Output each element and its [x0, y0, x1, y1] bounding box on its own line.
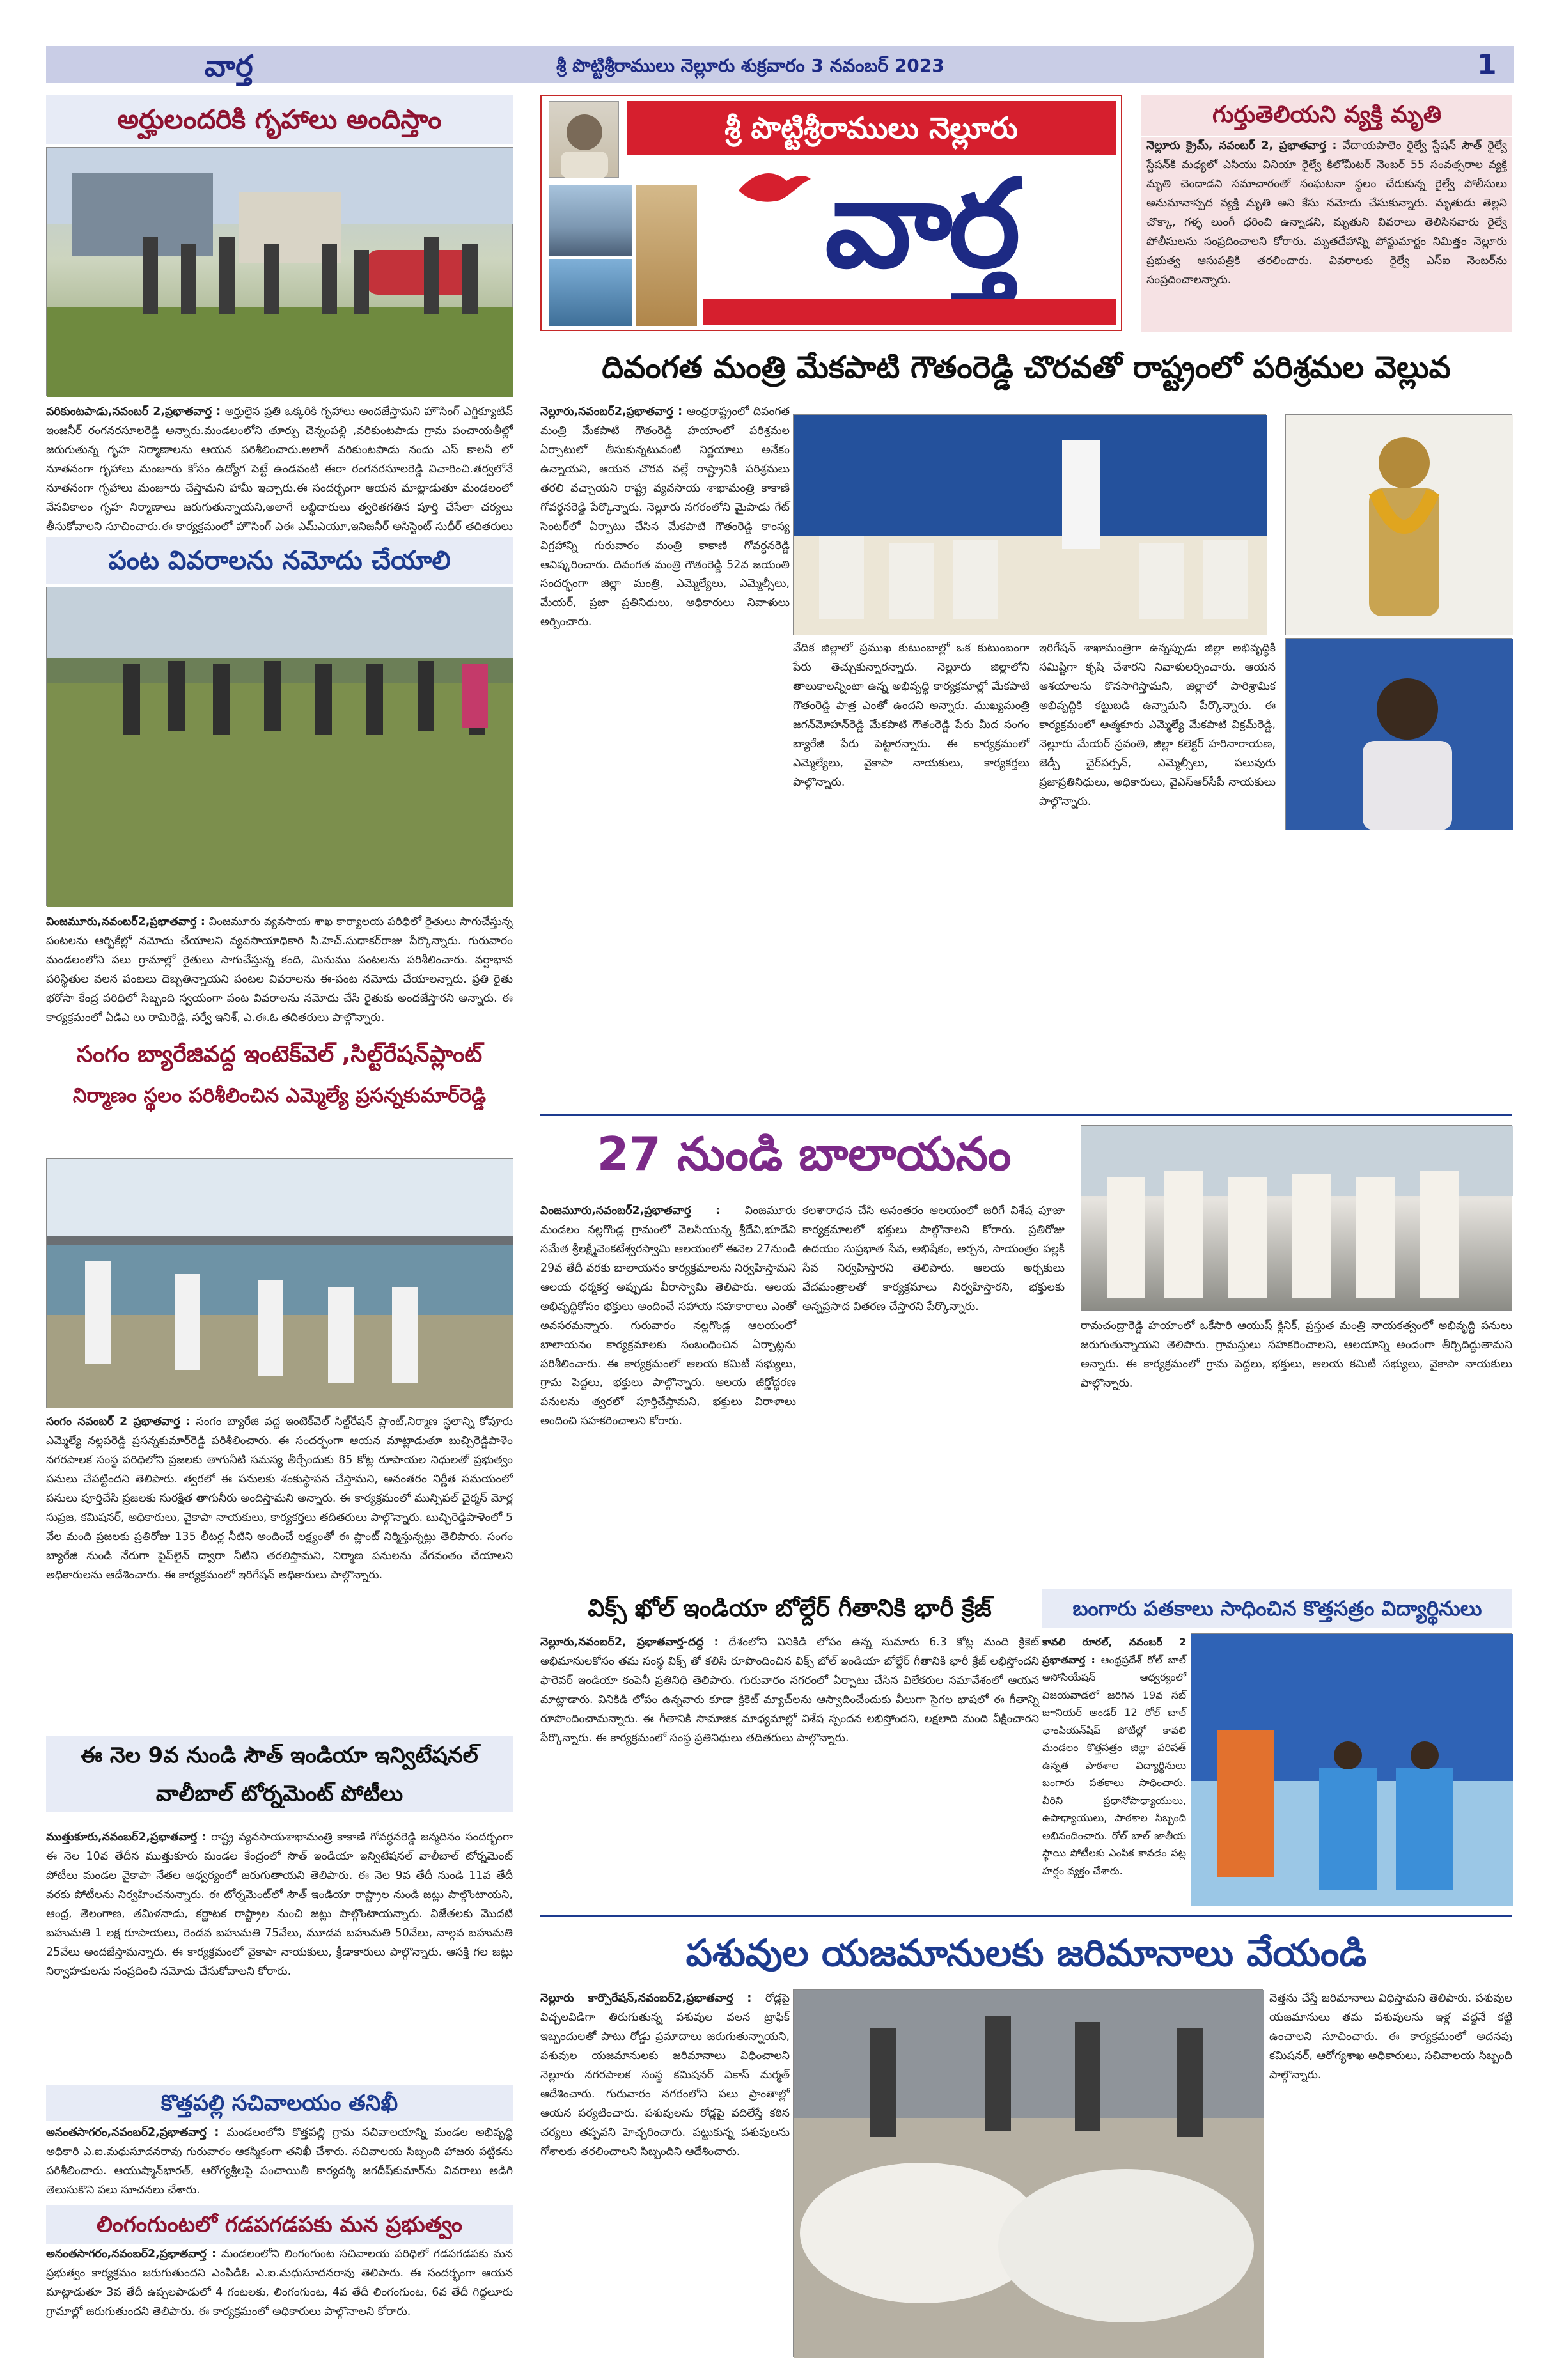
mekapati-dateline: నెల్లూరు,నవంబర్2,ప్రభాతవార్త :	[540, 405, 683, 418]
mekapati-headline: దివంగత మంత్రి మేకపాటి గౌతంరెడ్డి చొరవతో రాష్ట్రంలో పరిశ్రమల వెల్లువ	[602, 350, 1451, 385]
gold-photo	[1191, 1633, 1512, 1905]
cattle-body-2	[1269, 1989, 1512, 2357]
balayanam-body-2	[802, 1202, 1065, 1582]
sangam-headline-2: నిర్మాణం స్థలం పరిశీలించిన ఎమ్మెల్యే ప్రసన్నకుమార్‌రెడ్డి	[72, 1084, 487, 1107]
sangam-photo	[46, 1158, 513, 1408]
lingamgunta-headline: లింగంగుంటలో గడపగడపకు మన ప్రభుత్వం	[46, 2205, 513, 2244]
mekapati-text-1: ఆంధ్రరాష్ట్రంలో దివంగత మంత్రి మేకపాటి గౌతంరెడ్డి హయాంలో పరిశ్రమల ఏర్పాటులో తీసుకున్నటువంటి నిర్ణయాలు అనేకం ఉన్నాయని, ఆయన చొరవ వల్లే రాష్ట్రానికి పరిశ్రమలు తరలి వచ్చాయని రాష్ట్ర వ్యవసాయ శాఖామంత్రి కాకాణి గోవర్ధనరెడ్డి పేర్కొన్నారు. నెల్లూరు నగరంలోని మైపాడు గేట్ సెంటర్‌లో ఏర్పాటు చేసిన మేకపాటి గౌతంరెడ్డి కాంస్య విగ్రహాన్ని గురువారం మంత్రి కాకాణి గోవర్ధనరెడ్డి ఆవిష్కరించారు. దివంగత మంత్రి గౌతంరెడ్డి 52వ జయంతి సందర్భంగా జిల్లా మంత్రి, ఎమ్మెల్యేలు, ఎమ్మెల్సీలు, మేయర్, ప్రజా ప్రతినిధులు, అధికారులు నివాళులు అర్పించారు.	[540, 405, 790, 629]
balayanam-headline: 27 నుండి బాలాయనం	[597, 1127, 1012, 1181]
cricket-dateline: నెల్లూరు,నవంబర్2, ప్రభాతవార్త-దద్ద :	[540, 1636, 719, 1649]
crops-body	[46, 913, 513, 1028]
secretariat-body	[46, 2124, 513, 2200]
temple-image	[636, 185, 697, 326]
lingamgunta-body	[46, 2245, 513, 2357]
cattle-headline: పశువుల యజమానులకు జరిమానాలు వేయండి	[685, 1931, 1367, 1975]
volleyball-text: రాష్ట్ర వ్యవసాయశాఖామంత్రి కాకాణి గోవర్ధనరెడ్డి జన్మదినం సందర్భంగా ఈ నెల 10వ తేదీన ముత్తుకూరు మండల కేంద్రంలో సౌత్ ఇండియా ఇన్విటేషనల్ వాలీబాల్ టోర్నమెంట్ పోటీలు మండల వైకాపా నేతల ఆధ్వర్యంలో జరుగుతాయని తెలిపారు. ఈ నెల 9వ తేదీ నుండి 11వ తేదీ వరకు పోటీలను నిర్వహించనున్నారు. ఈ టోర్నమెంట్‌లో సౌత్ ఇండియా రాష్ట్రాల నుండి జట్లు పాల్గొంటాయని, ఆంధ్ర, తెలంగాణ, తమిళనాడు, కర్ణాటక రాష్ట్రాల నుంచి జట్లు పాల్గొంటాయన్నారు. విజేతలకు మొదటి బహుమతి 1 లక్ష రూపాయలు, రెండవ బహుమతి 75వేలు, మూడవ బహుమతి 50వేలు, నాల్గవ బహుమతి 25వేలు అందజేస్తామన్నారు. ఈ కార్యక్రమంలో వైకాపా నాయకులు, క్రీడాకారులు పాల్గొన్నారు. ఆసక్తి గల జట్లు నిర్వాహకులను సంప్రదించి నమోదు చేసుకోవాలని కోరారు.	[46, 1831, 513, 1978]
gold-body	[1042, 1633, 1186, 1905]
crops-photo	[46, 587, 513, 906]
balayanam-photo-scene	[1081, 1126, 1513, 1311]
cattle-photo-scene	[794, 1990, 1264, 2358]
cricket-body	[540, 1633, 1039, 1905]
sangam-text: సంగం బ్యారేజి వద్ద ఇంటెక్‌వెల్ సిల్ట్‌రేషన్ ప్లాంట్,నిర్మాణ స్థలాన్ని కోవూరు ఎమ్మెల్యే నల్లపరెడ్డి ప్రసన్నకుమార్‌రెడ్డి పరిశీలించారు. ఈ సందర్భంగా ఆయన మాట్లాడుతూ బుచ్చిరెడ్డిపాళెం నగరపాలక సంస్థ పరిధిలోని ప్రజలకు తాగునీటి సమస్య తీర్చేందుకు 85 కోట్ల రూపాయల నిధులతో ప్రభుత్వం పనులు చేపట్టిందని తెలిపారు. త్వరలో ఈ పనులకు శంకుస్థాపన చేస్తామని, అనంతరం నిర్ణీత సమయంలో పనులు పూర్తిచేసి ప్రజలకు సురక్షిత తాగునీరు అందిస్తామని అన్నారు. ఈ కార్యక్రమంలో మున్సిపల్ చైర్మన్ మోర్ల సుప్రజ, కమిషనర్, అధికారులు, వైకాపా నాయకులు, కార్యకర్తలు తదితరులు పాల్గొన్నారు. బుచ్చిరెడ్డిపాళెంలో 5 వేల మంది ప్రజలకు ప్రతిరోజు 135 లీటర్ల నీటిని అందించే లక్ష్యంతో ఈ ప్లాంట్ నిర్మిస్తున్నట్లు తెలిపారు. సంగం బ్యారేజి నుండి నేరుగా పైప్‌లైన్ ద్వారా నీటిని తరలిస్తామని, నిర్మాణ పనులను వేగవంతం చేయాలని అధికారులను ఆదేశించారు. ఈ కార్యక్రమంలో ఇరిగేషన్ అధికారులు పాల్గొన్నారు.	[46, 1415, 513, 1582]
gold-dateline: కావలి రూరల్, నవంబర్ 2 ప్రభాతవార్త :	[1042, 1636, 1186, 1666]
balayanam-text-3: రామచంద్రారెడ్డి హయాంలో ఒకేసారి ఆయుష్ క్లినిక్, ప్రస్తుత మంత్రి నాయకత్వంలో అభివృద్ధి పనులు జరుగుతున్నాయని తెలిపారు. గ్రామస్తులు సహకరించాలని, ఆలయాన్ని అందంగా తీర్చిదిద్దుతామని అన్నారు. ఈ కార్యక్రమంలో గ్రామ పెద్దలు, భక్తులు, ఆలయ కమిటీ సభ్యులు, వైకాపా నాయకులు పాల్గొన్నారు.	[1081, 1319, 1512, 1390]
sangam-body	[46, 1413, 513, 1726]
balayanam-text-2: కలశారాధన చేసి అనంతరం ఆలయంలో జరిగే విశేష పూజా కార్యక్రమాలలో భక్తులు పాల్గొనాలని కోరారు. ప్రతిరోజు ఉదయం సుప్రభాత సేవ, అభిషేకం, అర్చన, సాయంత్రం పల్లకీ సేవ నిర్వహిస్తారని తెలిపారు. ఆలయ అర్చకులు వేదమంత్రాలతో కార్యక్రమాలు నిర్వహిస్తారని, భక్తులకు అన్నప్రసాద వితరణ చేస్తారని పేర్కొన్నారు.	[802, 1204, 1065, 1313]
mekapati-body-2	[793, 639, 1029, 1100]
founder-portrait	[549, 101, 619, 178]
balayanam-photo	[1081, 1125, 1512, 1311]
masthead-red-bar	[703, 299, 1116, 325]
houses-body	[46, 403, 513, 531]
header-edition-line: శ్రీ పొట్టిశ్రీరాములు నెల్లూరు శుక్రవారం 3 నవంబర్ 2023	[556, 55, 944, 76]
mekapati-stage-scene	[794, 415, 1267, 635]
crops-dateline: వింజమూరు,నవంబర్2,ప్రభాతవార్త :	[46, 915, 205, 928]
bridge-image	[549, 185, 632, 256]
volleyball-body	[46, 1828, 513, 2081]
mekapati-speaker-photo	[1285, 638, 1512, 830]
lingamgunta-dateline: అనంతసాగరం,నవంబర్2,ప్రభాతవార్త :	[46, 2248, 217, 2260]
mekapati-speaker-scene	[1286, 639, 1513, 830]
secretariat-text: మండలంలోని కొత్తపల్లి గ్రామ సచివాలయాన్ని మండల అభివృద్ధి అధికారి ఎ.ఐ.మధుసూదనరావు గురువారం ఆకస్మికంగా తనిఖీ చేశారు. సచివాలయ సిబ్బంది హాజరు పట్టికను పరిశీలించారు. ఆయుష్మాన్‌భారత్, ఆరోగ్యశ్రీలపై పంచాయితీ కార్యదర్శి జగదీష్‌కుమార్‌ను వివరాలు అడిగి తెలుసుకొని పలు సూచనలు చేశారు.	[46, 2126, 513, 2197]
mekapati-body-4	[1285, 834, 1512, 1100]
sangam-dateline: సంగం నవంబర్ 2 ప్రభాతవార్త :	[46, 1415, 191, 1428]
cattle-text-1: రోడ్లపై విచ్చలవిడిగా తిరుగుతున్న పశువుల వలన ట్రాఫిక్ ఇబ్బందులతో పాటు రోడ్డు ప్రమాదాలు జరుగుతున్నాయని, పశువుల యజమానులకు జరిమానాలు విధించాలని నెల్లూరు నగరపాలక సంస్థ కమిషనర్ వికాస్ మర్మత్ ఆదేశించారు. గురువారం నగరంలోని పలు ప్రాంతాల్లో ఆయన పర్యటించారు. పశువులను రోడ్లపై వదిలేస్తే కఠిన చర్యలు తప్పవని హెచ్చరించారు. పట్టుకున్న పశువులను గోశాలకు తరలించాలని సిబ్బందిని ఆదేశించారు.	[540, 1992, 790, 2158]
volleyball-headline-2: వాలీబాల్ టోర్నమెంట్ పోటీలు	[46, 1775, 513, 1812]
cattle-dateline: నెల్లూరు కార్పొరేషన్,నవంబర్2,ప్రభాతవార్త :	[540, 1992, 752, 2005]
gold-headline: బంగారు పతకాలు సాధించిన కొత్తసత్రం విద్యార్థినులు	[1042, 1589, 1512, 1628]
masthead-ribbon: శ్రీ పొట్టిశ్రీరాములు నెల్లూరు	[627, 101, 1116, 155]
balayanam-body-1	[540, 1202, 796, 1582]
memory-dateline: నెల్లూరు క్రైమ్, నవంబర్ 2, ప్రభాతవార్త :	[1146, 139, 1337, 152]
port-image	[549, 259, 632, 326]
mekapati-text-2: వేదిక జిల్లాలో ప్రముఖ కుటుంబాల్లో ఒక కుటుంబంగా పేరు తెచ్చుకున్నారన్నారు. నెల్లూరు జిల్లాలోని తాలుకాలన్నింటా ఉన్న అభివృద్ధి కార్యక్రమాల్లో మేకపాటి గౌతంరెడ్డి పాత్ర ఎంతో ఉందని అన్నారు. ముఖ్యమంత్రి జగన్‌మోహన్‌రెడ్డి మేకపాటి గౌతంరెడ్డి పేరు మీద సంగం బ్యారేజి పేరు పెట్టారన్నారు. ఈ కార్యక్రమంలో ఎమ్మెల్యేలు, వైకాపా నాయకులు, కార్యకర్తలు పాల్గొన్నారు.	[793, 642, 1029, 789]
mekapati-statue-scene	[1286, 415, 1513, 635]
mekapati-statue-photo	[1285, 414, 1512, 635]
cricket-headline: విక్స్ ఖోల్ ఇండియా బోల్దేర్ గీతానికి భారీ క్రేజ్	[588, 1594, 992, 1622]
cricket-text: దేశంలోని వినికిడి లోపం ఉన్న సుమారు 6.3 కోట్ల మంది క్రికెట్ అభిమానులకోసం తమ సంస్థ విక్స్ తో కలిసి రూపొందించిన విక్స్ బోల్ ఇండియా బోల్దేర్ గీతానికి భారీ క్రేజ్ లభిస్తోందని ఫారెవర్ ఇండియా కంపెనీ ప్రతినిధి తెలిపారు. గురువారం నగరంలో ఏర్పాటు చేసిన విలేకరుల సమావేశంలో ఆయన మాట్లాడారు. వినికిడి లోపం ఉన్నవారు కూడా క్రికెట్ మ్యాచ్‌లను ఆస్వాదించేందుకు వీలుగా సైగల భాషలో ఈ గీతాన్ని రూపొందించామన్నారు. ఈ గీతానికి సామాజిక మాధ్యమాల్లో విశేష స్పందన లభిస్తోందని, లక్షలాది మంది వీక్షించారని పేర్కొన్నారు. ఈ కార్యక్రమంలో సంస్థ ప్రతినిధులు తదితరులు పాల్గొన్నారు.	[540, 1636, 1040, 1745]
houses-text: అర్హులైన ప్రతి ఒక్కరికి గృహాలు అందజేస్తామని హౌసింగ్ ఎగ్జిక్యూటివ్ ఇంజనీర్ రంగనరసూలరెడ్డి అన్నారు.మండలంలోని తూర్పు చెన్నంపల్లి ,వరికుంటపాడు గ్రామ పంచాయతీల్లో జరుగుతున్న గృహ నిర్మాణాలను ఆయన పరిశీలించారు.అలాగే వరికుంటపాడు నందు ఎస్ కాలనీ లో నూతనంగా గృహాలు మంజూరు కోసం ఉద్యోగ పెట్టే ఉండవంటి ఈరా రంగనరసూలరెడ్డి విచారించి.తర్వలోనే నూతనంగా గృహాలు మంజూరు చేస్తామని హామీ ఇచ్చారు.ఈ సందర్భంగా ఆయన మాట్లాడుతూ మండలంలో వేసవికాలం గృహ నిర్మాణాలు జరుగుతున్నాయని,అలాగే లబ్ధిదారులు త్వరితగతిన పూర్తి చేసేలా చర్యలు తీసుకోవాలని సూచించారు.ఈ కార్యక్రమంలో హౌసింగ్ ఎఈ ఎమ్ఎయూ,ఇనిజనీర్ అసిస్టెంట్ సుధీర్ తదితరులు	[46, 405, 513, 533]
gold-photo-scene	[1191, 1634, 1513, 1906]
cattle-photo	[793, 1989, 1263, 2357]
founder-portrait-figure	[549, 102, 620, 178]
section-divider-1	[540, 1114, 1512, 1116]
masthead-logo: వార్త	[825, 152, 1017, 295]
memory-headline: గుర్తుతెలియని వ్యక్తి మృతి	[1141, 95, 1512, 136]
dove-icon	[735, 165, 812, 210]
houses-headline: అర్హులందరికి గృహాలు అందిస్తాం	[46, 95, 513, 144]
crops-headline: పంట వివరాలను నమోదు చేయాలి	[46, 537, 513, 584]
volleyball-dateline: ముత్తుకూరు,నవంబర్2,ప్రభాతవార్త :	[46, 1831, 207, 1844]
section-divider-2	[540, 1915, 1512, 1917]
cattle-body-1	[540, 1989, 790, 2357]
mekapati-body-3	[1039, 639, 1276, 1100]
houses-photo-scene	[47, 148, 513, 397]
memory-body	[1141, 137, 1512, 332]
mekapati-text-3: ఇరిగేషన్ శాఖామంత్రిగా ఉన్నప్పుడు జిల్లా అభివృద్ధికి సమిష్టిగా కృషి చేశారని నివాళులర్పించారు. ఆయన ఆశయాలను కొనసాగిస్తామని, జిల్లాలో పారిశ్రామిక అభివృద్ధికి కట్టుబడి ఉన్నామని పేర్కొన్నారు. ఈ కార్యక్రమంలో ఆత్మకూరు ఎమ్మెల్యే మేకపాటి విక్రమ్‌రెడ్డి, నెల్లూరు మేయర్ స్రవంతి, జిల్లా కలెక్టర్ హరినారాయణ, జెడ్పీ చైర్‌పర్సన్, ఎమ్మెల్సీలు, పలువురు ప్రజాప్రతినిధులు, అధికారులు, వైఎస్ఆర్‌సీపీ నాయకులు పాల్గొన్నారు.	[1039, 642, 1276, 808]
houses-dateline: వరికుంటపాడు,నవంబర్ 2,ప్రభాతవార్త :	[46, 405, 221, 418]
balayanam-dateline: వింజమూరు,నవంబర్2,ప్రభాతవార్త :	[540, 1204, 721, 1217]
balayanam-text-1: వింజమూరు మండలం నల్లగొండ్ల గ్రామంలో వెలసియున్న శ్రీదేవి,భూదేవి సమేత శ్రీలక్ష్మీవెంకటేశ్వరస్వామి ఆలయంలో ఈనెల 27నుండి 29వ తేదీ వరకు బాలాయనం కార్యక్రమాలను నిర్వహిస్తామని ఆలయ ధర్మకర్త అప్పుడు వీరాస్వామి తెలిపారు. ఆలయ అభివృద్ధికోసం భక్తులు అందించే సహాయ సహకారాలు ఎంతో అవసరమన్నారు. గురువారం నల్లగొండ్ల ఆలయంలో బాలాయనం కార్యక్రమాలకు సంబంధించిన ఏర్పాట్లను పరిశీలించారు. ఈ కార్యక్రమంలో ఆలయ కమిటీ సభ్యులు, గ్రామ పెద్దలు, భక్తులు పాల్గొన్నారు. ఆలయ జీర్ణోద్ధరణ పనులను త్వరలో పూర్తిచేస్తామని, భక్తులు విరాళాలు అందించి సహకరించాలని కోరారు.	[540, 1204, 797, 1428]
secretariat-dateline: అనంతసాగరం,నవంబర్2,ప్రభాతవార్త :	[46, 2126, 219, 2139]
sangam-photo-scene	[47, 1159, 513, 1408]
balayanam-body-3	[1081, 1317, 1512, 1582]
mekapati-body-1	[540, 403, 790, 1100]
gold-text: ఆంధ్రప్రదేశ్ రోల్ బాల్ అసోసియేషన్ ఆధ్వర్యంలో విజయవాడలో జరిగిన 19వ సబ్ జూనియర్ అండర్ 12 రోల్ బాల్ ఛాంపియన్‌షిప్ పోటీల్లో కావలి మండలం కొత్తసత్రం జిల్లా పరిషత్ ఉన్నత పాఠశాల విద్యార్థినులు బంగారు పతకాలు సాధించారు. వీరిని ప్రధానోపాధ్యాయులు, ఉపాధ్యాయులు, పాఠశాల సిబ్బంది అభినందించారు. రోల్ బాల్ జాతీయ స్థాయి పోటీలకు ఎంపిక కావడం పట్ల హర్షం వ్యక్తం చేశారు.	[1042, 1653, 1186, 1877]
houses-photo	[46, 147, 513, 396]
page-number: 1	[1477, 49, 1497, 81]
header-brand: వార్త	[205, 49, 253, 83]
secretariat-headline: కొత్తపల్లి సచివాలయం తనిఖీ	[46, 2085, 513, 2121]
mekapati-stage-photo	[793, 414, 1266, 635]
crops-photo-scene	[47, 587, 513, 907]
lingamgunta-text: మండలంలోని లింగంగుంట సచివాలయ పరిధిలో గడపగడపకు మన ప్రభుత్వం కార్యక్రమం జరుగుతుందని ఎంపిడిఓ ఎ.ఐ.మధుసూదనరావు తెలిపారు. ఈ సందర్భంగా ఆయన మాట్లాడుతూ 3వ తేదీ ఉప్పలపాడులో 4 గంటలకు, లింగంగుంట, 4వ తేదీ లింగంగుంట, 6వ తేదీ గిద్దలూరు గ్రామాల్లో జరుగుతుందని తెలిపారు. ఈ కార్యక్రమంలో అధికారులు పాల్గొనాలని కోరారు.	[46, 2248, 513, 2318]
crops-text: వింజమూరు వ్యవసాయ శాఖ కార్యాలయ పరిధిలో రైతులు సాగుచేస్తున్న పంటలను ఆర్బికేల్లో నమోదు చేయాలని వ్యవసాయాధికారి సి.హెచ్.సుధాకర్‌రాజు పేర్కొన్నారు. గురువారం మండలంలోని పలు గ్రామాల్లో రైతులు సాగుచేస్తున్న కంది, మినుము పంటలను పరిశీలించారు. వర్షాభావ పరిస్థితుల వలన పంటలు దెబ్బతిన్నాయని పంటల వివరాలను ఈ-పంట నమోదు చేయాలన్నారు. ప్రతి రైతు భరోసా కేంద్ర పరిధిలో సిబ్బంది స్వయంగా పంట వివరాలను నమోదు చేసి రైతుకు అందజేస్తారని అన్నారు. ఈ కార్యక్రమంలో ఏడిఎ లు రామిరెడ్డి, సర్వే ఇనిశ్, ఎ.ఈ.ఓ తదితరులు పాల్గొన్నారు.	[46, 915, 513, 1024]
sangam-headline-1: సంగం బ్యారేజివద్ద ఇంటెక్‌వెల్ ,సిల్ట్‌రేషన్‌ప్లాంట్	[76, 1041, 483, 1068]
dove-icon-shape	[735, 165, 812, 210]
cattle-text-2: వెత్తను చేస్తే జరిమానాలు విధిస్తామని తెలిపారు. పశువుల యజమానులు తమ పశువులను ఇళ్ల వద్దనే కట్టి ఉంచాలని సూచించారు. ఈ కార్యక్రమంలో అదనపు కమిషనర్, ఆరోగ్యశాఖ అధికారులు, సచివాలయ సిబ్బంది పాల్గొన్నారు.	[1269, 1992, 1512, 2081]
memory-text: వేదాయపాలెం రైల్వే స్టేషన్ సౌత్ రైల్వే స్టేషన్‌కి మధ్యలో ఎసియు వినియా రైల్వే కిలోమీటర్ నెంబర్ 55 సంవత్సరాల వ్యక్తి మృతి చెందాడని సమాచారంతో సంఘటనా స్థలం చేరుకున్న రైల్వే పోలీసులు అనుమానాస్పద వ్యక్తి మృతి అని కేసు నమోదు చేసుకున్నారు. మృతుడు తెల్లని చొక్కా, గళ్ళ లుంగీ ధరించి ఉన్నాడని, మృతుని వివరాలు తెలిసినవారు రైల్వే పోలీసులను సంప్రదించాలని కోరారు. మృతదేహాన్ని పోస్టుమార్టం నిమిత్తం నెల్లూరు ప్రభుత్వ ఆసుపత్రికి తరలించారు. వివరాలకు రైల్వే ఎస్ఐ నెంబర్‌ను సంప్రదించాలన్నారు.	[1146, 139, 1507, 286]
volleyball-headline-1: ఈ నెల 9వ నుండి సౌత్ ఇండియా ఇన్విటేషనల్	[46, 1736, 513, 1775]
